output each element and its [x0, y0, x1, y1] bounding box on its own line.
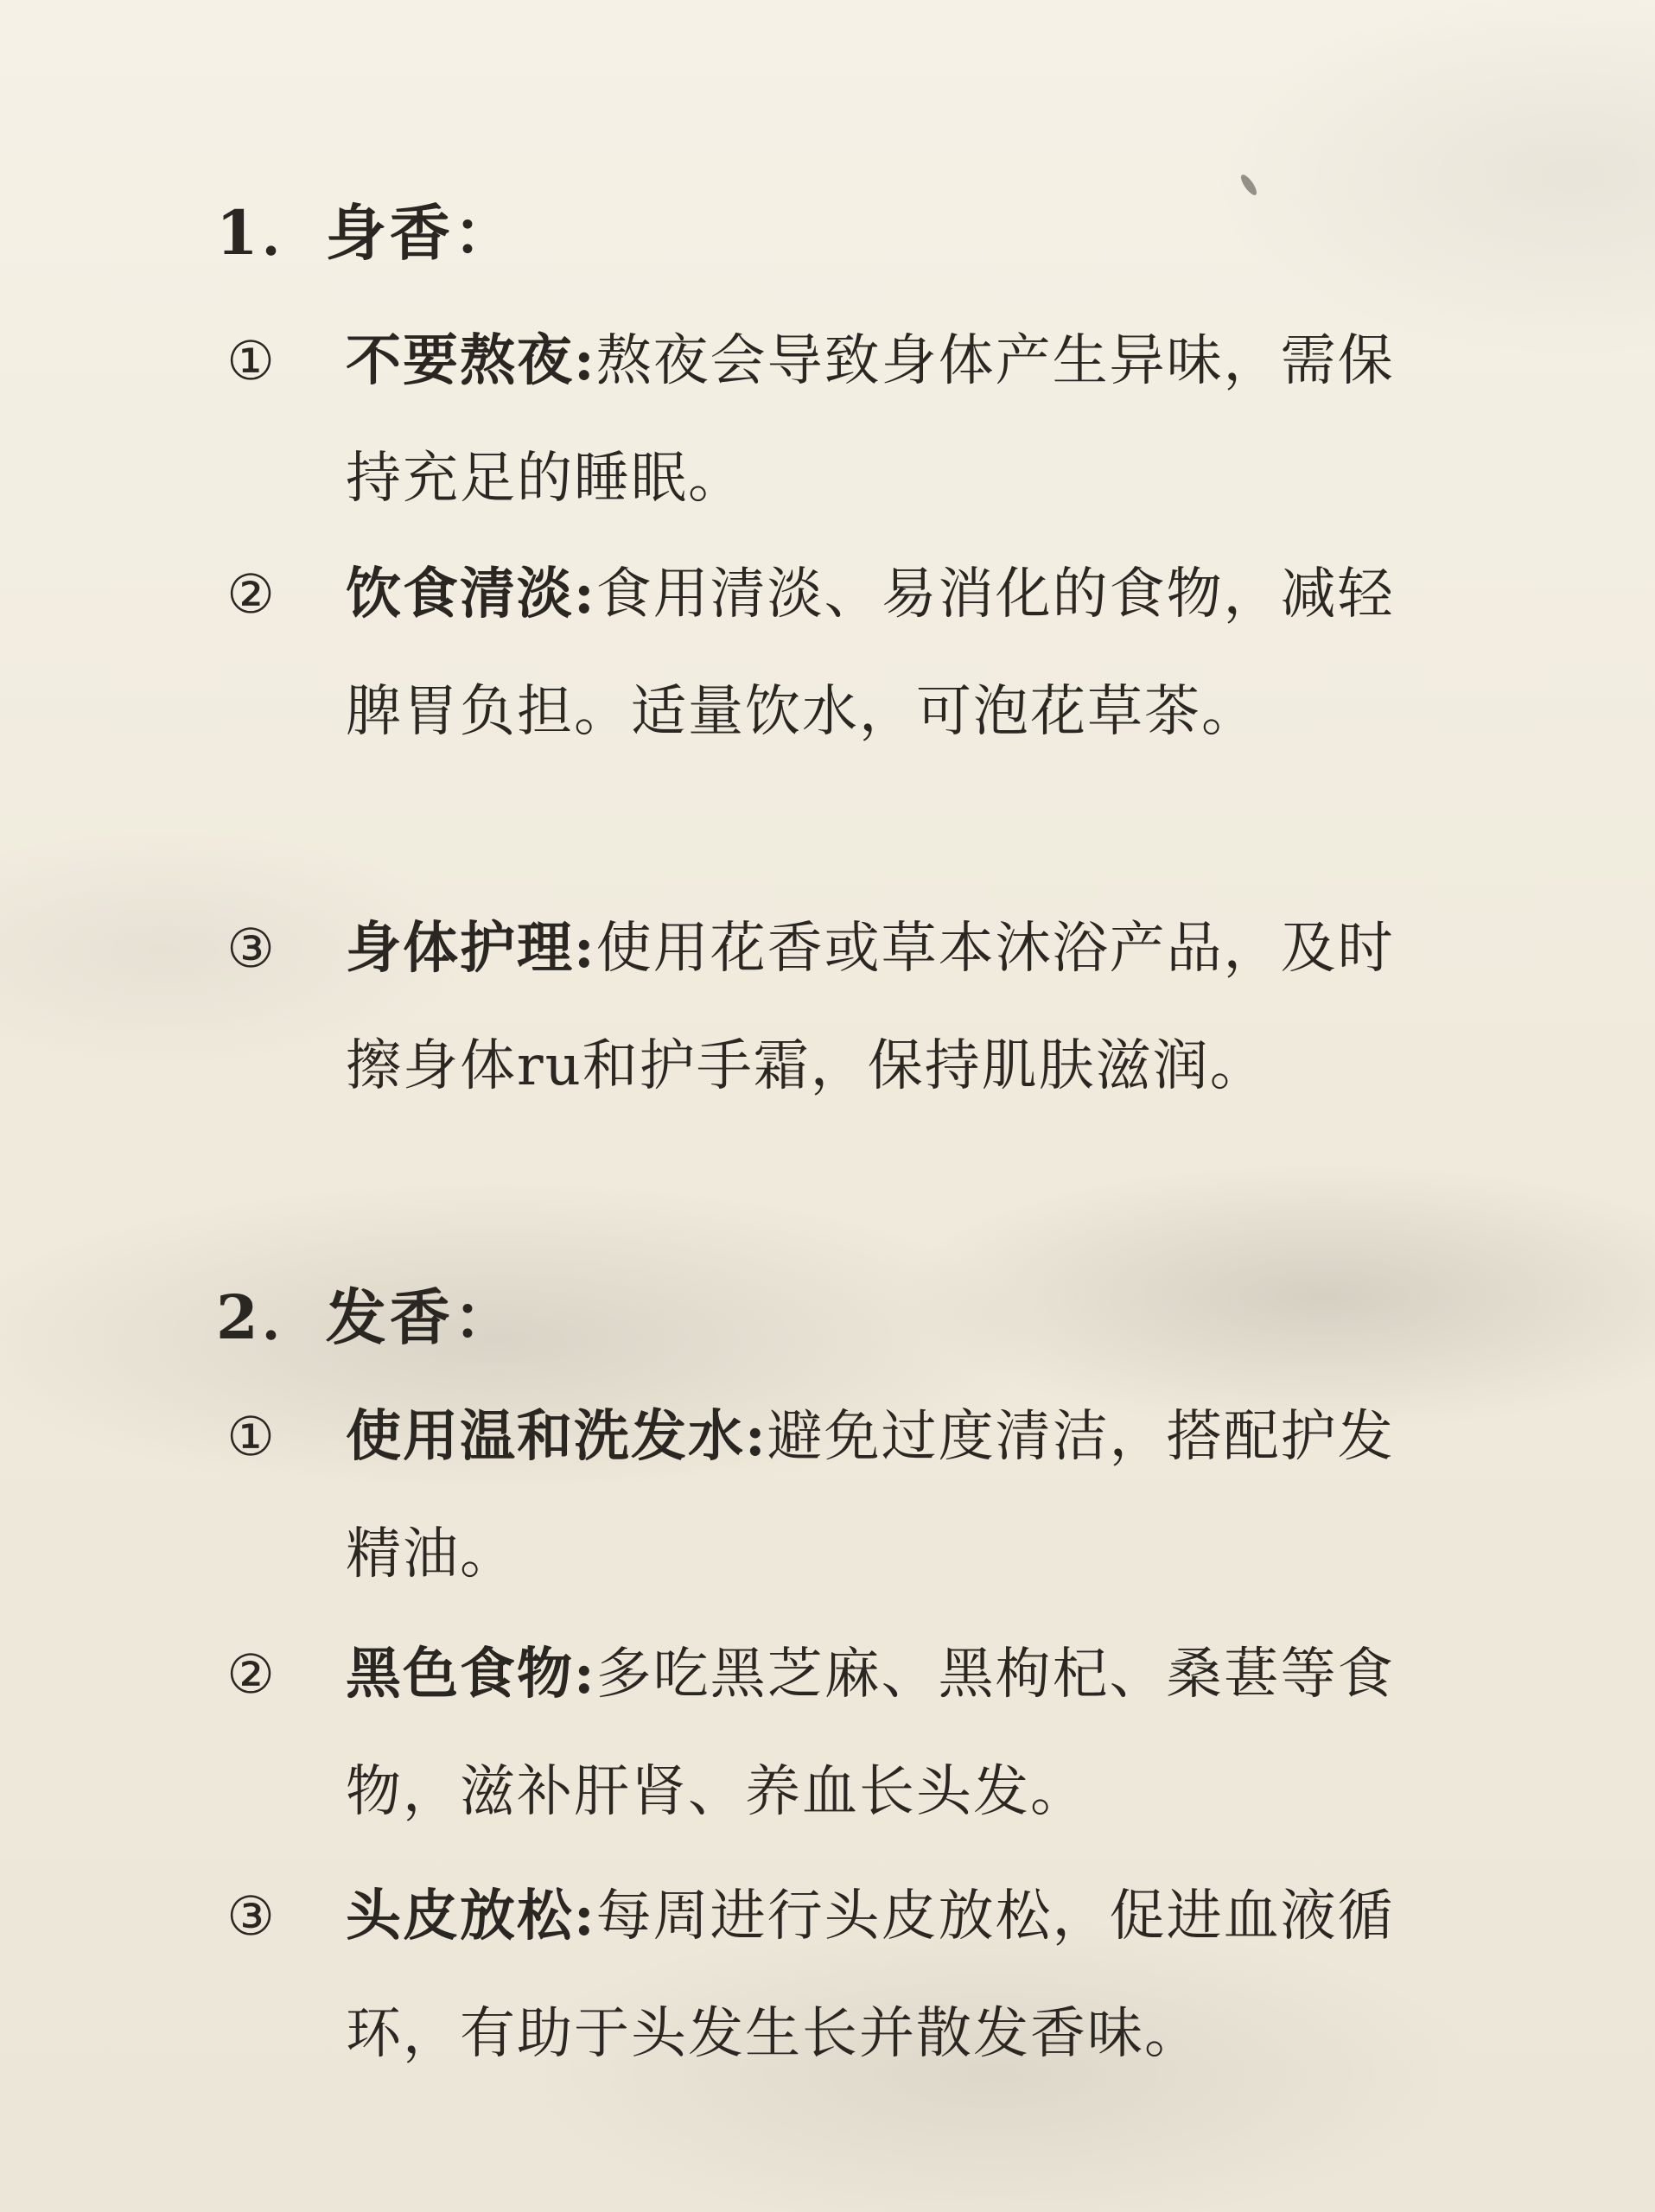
item-number-3: ③: [226, 917, 275, 980]
item-text: [346, 1616, 1435, 1851]
item-number-1: ①: [226, 1405, 275, 1468]
item-text: [346, 1858, 1435, 2093]
section-title-body-fragrance: 1．身香：: [216, 197, 518, 269]
item-body: 避免过度清洁，搭配护发精油。: [346, 1405, 1395, 1586]
item-text: [346, 1378, 1435, 1613]
item-number-1: ①: [226, 329, 275, 392]
section-title-hair-fragrance: 2．发香：: [216, 1281, 518, 1353]
item-body: 食用清淡、易消化的食物，减轻脾胃负担。适量饮水，可泡花草茶。: [346, 563, 1395, 744]
item-heading: 使用温和洗发水:: [346, 1404, 767, 1469]
item-number-2: ②: [226, 563, 275, 626]
item-heading: 黑色食物:: [346, 1642, 596, 1707]
item-heading: 身体护理:: [346, 916, 596, 981]
item-number-2: ②: [226, 1643, 275, 1706]
item-body: 熬夜会导致身体产生异味，需保持充足的睡眠。: [346, 329, 1395, 511]
item-body: 使用花香或草本沐浴产品，及时擦身体ru和护手霜，保持肌肤滋润。: [346, 917, 1395, 1098]
item-heading: 不要熬夜:: [346, 328, 596, 393]
item-text: [346, 302, 1435, 537]
item-text: [346, 536, 1435, 771]
item-body: 每周进行头皮放松，促进血液循环，有助于头发生长并散发香味。: [346, 1885, 1395, 2066]
item-number-3: ③: [226, 1885, 275, 1948]
item-heading: 头皮放松:: [346, 1884, 596, 1948]
item-text: [346, 890, 1435, 1125]
item-body: 多吃黑芝麻、黑枸杞、桑葚等食物，滋补肝肾、养血长头发。: [346, 1643, 1395, 1824]
item-heading: 饮食清淡:: [346, 562, 596, 626]
